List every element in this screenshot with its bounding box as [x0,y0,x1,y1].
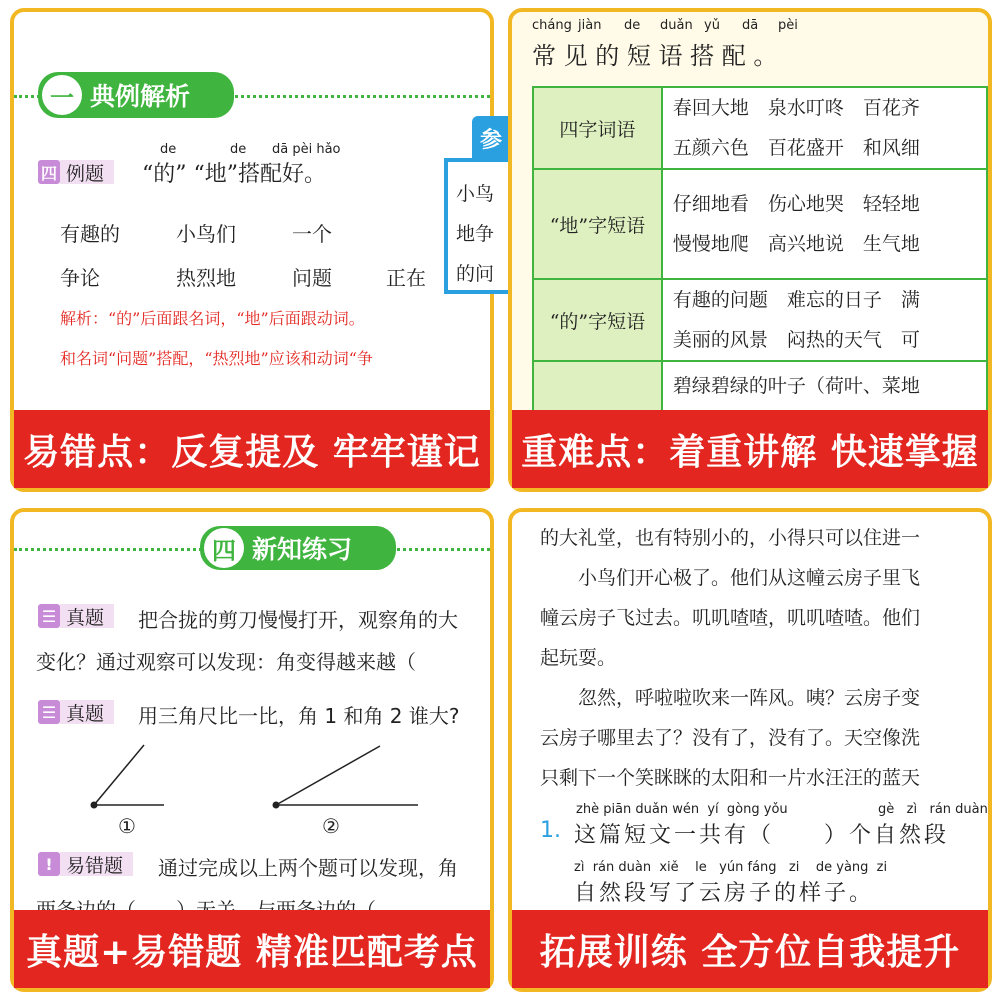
panel-extended-training [508,508,992,992]
row-line: 碧绿碧绿的叶子（荷叶、菜地 [672,375,920,397]
question-line-1: 这篇短文一共有（ ）个自然段 [574,823,950,848]
angle-2-label: ② [322,814,340,838]
tag-label: 真题 [60,700,114,724]
banner-caption: 拓展训练 全方位自我提升 [512,910,988,988]
pinyin-jian: jiàn [578,18,602,33]
row-head: 四字词语 [533,87,662,169]
pinyin-yu: yǔ [704,18,720,33]
section-header [200,526,396,570]
word-6: 问题 [292,266,332,290]
table-row [533,87,987,169]
row-line: 仔细地看 伤心地哭 轻轻地 [672,193,920,215]
analysis-line-2: 和名词“问题”搭配，“热烈地”应该和动词“争 [60,349,373,368]
row-line: 美丽的风景 闷热的天气 可 [672,329,920,351]
word-7: 正在 [386,266,426,290]
passage-line: 小鸟们开心极了。他们从这幢云房子里飞 [540,567,921,589]
row-line: 五颜六色 百花盛开 和风细 [672,137,920,159]
row-content [662,279,987,361]
pinyin-de: de [624,18,641,33]
pinyin-dapeihao: dā pèi hǎo [272,142,341,157]
question-text: “的” “地”搭配好。 [142,162,326,187]
reference-line-2: 地争 [456,223,495,245]
q1-line-1: 把合拢的剪刀慢慢打开，观察角的大 [138,608,458,632]
row-content [662,87,987,169]
pinyin-pei: pèi [778,18,798,33]
banner-caption: 真题+易错题 精准匹配考点 [14,910,490,988]
reference-box [444,158,514,294]
table-row [533,279,987,361]
tag-icon: 四 [38,160,60,184]
row-head: “的”字短语 [533,279,662,361]
panel-content [512,12,988,410]
section-title: 新知练习 [252,535,353,564]
panel-content [14,512,490,910]
reference-line-3: 的问 [456,263,495,285]
section-header [38,72,234,118]
row-line: 春回大地 泉水叮咚 百花齐 [672,97,920,119]
reading-passage [540,518,920,798]
question-number: 1. [540,818,561,843]
q3-line-1: 通过完成以上两个题可以发现，角 [158,856,458,880]
exclamation-icon: ! [38,852,60,876]
q2-text: 用三角尺比一比，角 1 和角 2 谁大? [138,704,460,728]
passage-line: 只剩下一个笑眯眯的太阳和一片水汪汪的蓝天 [540,767,921,789]
passage-line: 云房子哪里去了？没有了，没有了。天空像洗 [540,727,921,749]
pinyin-de-1: de [160,142,177,157]
real-question-tag [38,698,114,726]
panel-content [14,12,503,410]
question-pinyin-2: zì rán duàn xiě le yún fáng zi de yàng zi [574,860,888,875]
panel-content [512,512,988,910]
q1-line-2: 变化？通过观察可以发现：角变得越来越（ [36,650,416,674]
tag-label: 例题 [60,160,114,184]
banner-caption: 易错点：反复提及 牢牢谨记 [14,410,490,488]
word-2: 小鸟们 [176,222,236,246]
panel-phrase-table [508,8,992,492]
list-icon: ☰ [38,604,60,628]
table-row [533,169,987,279]
banner-caption: 重难点：着重讲解 快速掌握 [512,410,988,488]
row-line: 慢慢地爬 高兴地说 生气地 [672,233,920,255]
angle-2 [273,746,419,809]
tag-label: 真题 [60,604,114,628]
pinyin-duan: duǎn [660,18,693,33]
real-question-tag [38,602,114,630]
section-number: 四 [204,528,244,568]
row-content [662,169,987,279]
word-5: 热烈地 [176,266,236,290]
example-tag [38,158,114,186]
analysis-line-1: 解析：“的”后面跟名词，“地”后面跟动词。 [60,309,365,328]
phrase-table [532,86,988,452]
passage-line: 的大礼堂，也有特别小的，小得只可以住进一 [540,527,921,549]
section-number: 一 [42,75,82,115]
angle-1-label: ① [118,814,136,838]
pinyin-chang: cháng [532,18,572,33]
table-title: 常 见 的 短 语 搭 配 。 [532,42,778,70]
row-line: 有趣的问题 难忘的日子 满 [672,289,920,311]
reference-box-title: 参 [480,127,503,153]
panel-new-knowledge-practice [10,508,494,992]
pinyin-da: dā [742,18,759,33]
question-pinyin-right: gè zì rán duàn [878,802,988,817]
row-head: “地”字短语 [533,169,662,279]
question-pinyin-left: zhè piān duǎn wén yí gòng yǒu [576,802,788,817]
list-icon: ☰ [38,700,60,724]
pinyin-de-2: de [230,142,247,157]
error-prone-tag [38,850,133,878]
reference-line-1: 小鸟 [456,183,495,205]
question-line-2: 自然段写了云房子的样子。 [574,881,875,906]
passage-line: 幢云房子飞过去。叽叽喳喳，叽叽喳喳。他们 [540,607,921,629]
passage-line: 忽然，呼啦啦吹来一阵风。咦？云房子变 [540,687,921,709]
section-title: 典例解析 [90,82,191,111]
tag-label: 易错题 [60,852,133,876]
angle-figures [14,732,494,852]
word-3: 一个 [292,222,332,246]
panel-example-analysis [10,8,503,492]
passage-line: 起玩耍。 [540,647,617,669]
word-1: 有趣的 [60,222,120,246]
angle-1 [91,745,165,809]
word-4: 争论 [60,266,100,290]
reference-box-header [472,116,512,160]
